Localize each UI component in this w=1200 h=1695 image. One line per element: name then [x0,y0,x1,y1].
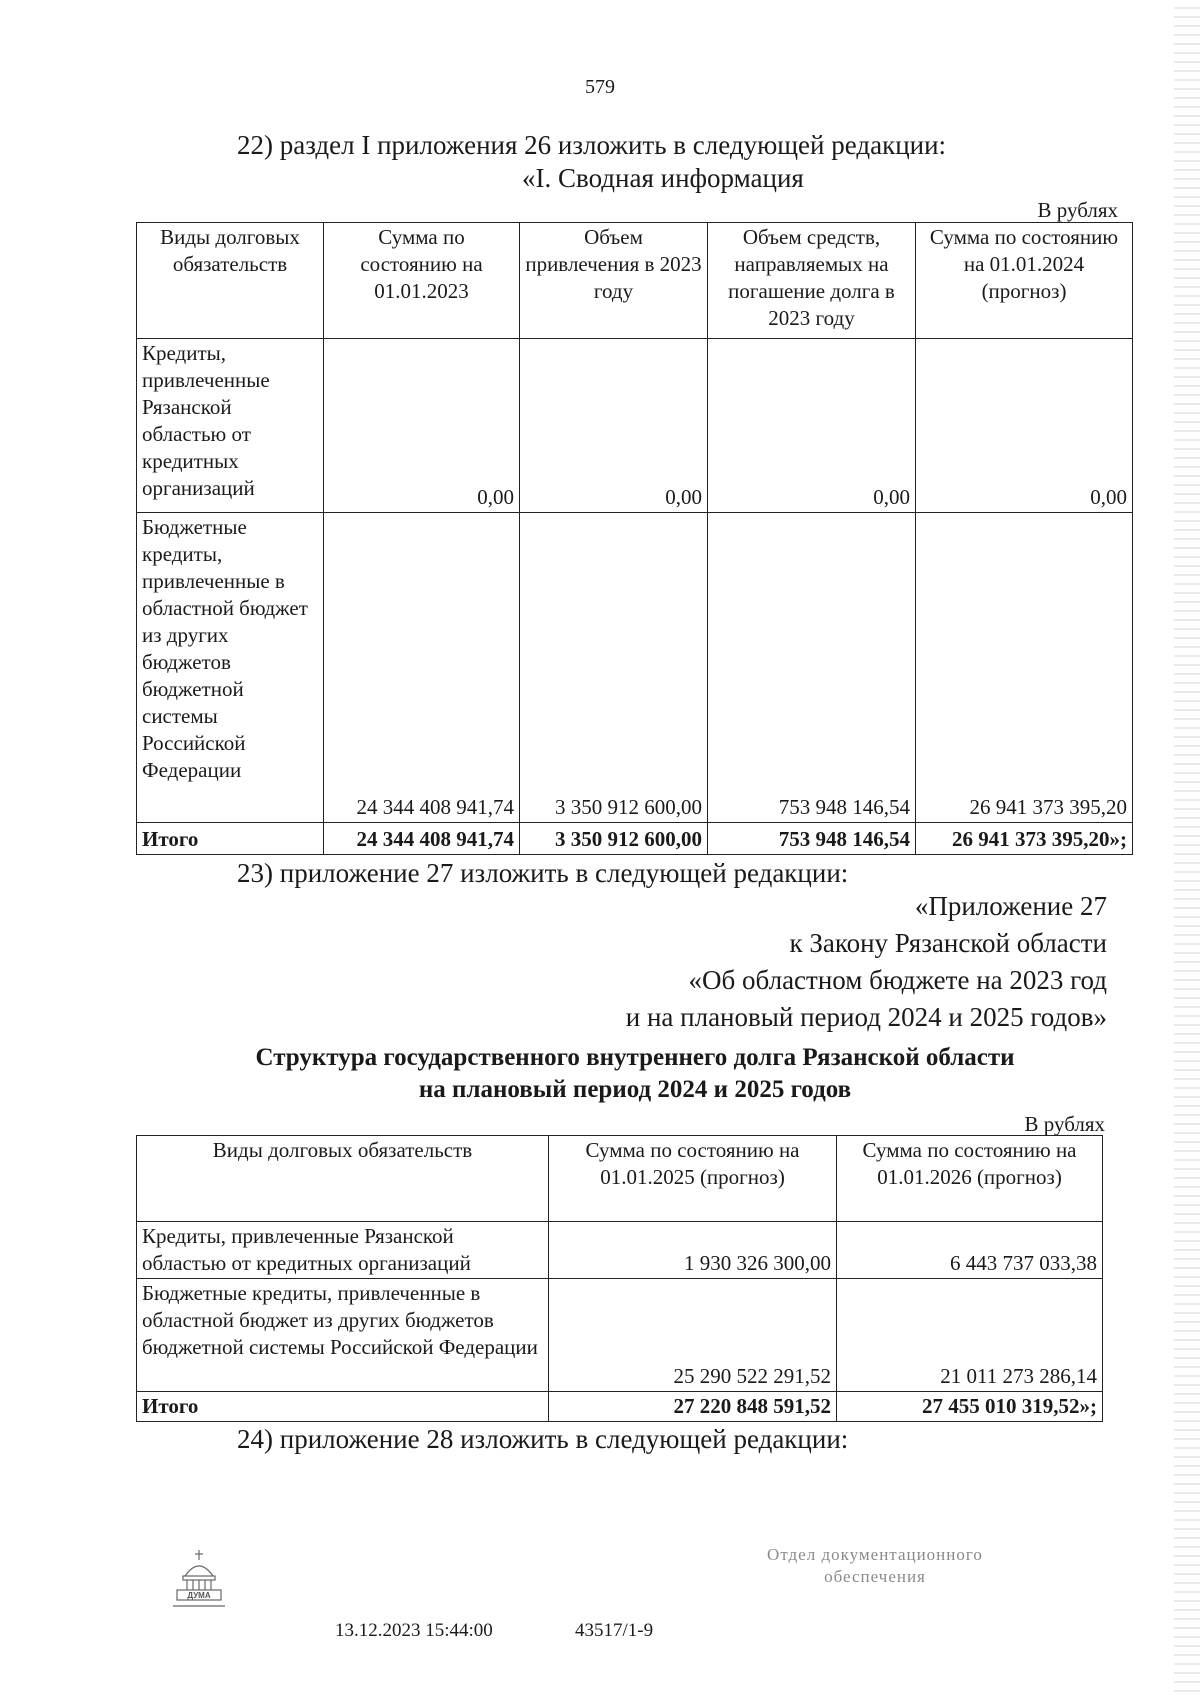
item-24-text: 24) приложение 28 изложить в следующей редакции: [237,1424,849,1454]
cell-value: 21 011 273 286,14 [837,1279,1103,1392]
cell-value: 0,00 [324,339,520,513]
row-name: Бюджетные кредиты, привлеченные в областной бюджет из других бюджетов бюджетной системы Российской Федерации [137,513,324,823]
item-23-text: 23) приложение 27 изложить в следующей редакции: [237,858,849,888]
logo-text: ДУМА [187,1591,211,1600]
cell-value: 6 443 737 033,38 [837,1222,1103,1279]
cell-value: 0,00 [520,339,708,513]
item-22-text: 22) раздел I приложения 26 изложить в следующей редакции: [237,130,947,160]
table-row [137,513,1133,823]
cell-value: 0,00 [916,339,1133,513]
header-debt-type: Виды долговых обязательств [137,1136,549,1222]
table-row [137,339,1133,513]
scan-edge [1174,0,1200,1695]
stamp-line: Отдел документационного [767,1545,983,1564]
cell-value: 26 941 373 395,20 [916,513,1133,823]
table-row [137,1222,1103,1279]
cell-value: 1 930 326 300,00 [549,1222,837,1279]
document-title [0,1042,1200,1106]
table-total-row [137,823,1133,855]
office-stamp [705,1544,1045,1588]
units-note-2: В рублях [1024,1112,1105,1136]
table-total-row [137,1392,1103,1422]
header-sum-2025: Сумма по состоянию на 01.01.2025 (прогноз) [549,1136,837,1222]
header-sum-2023: Сумма по состоянию на 01.01.2023 [324,223,520,339]
title-line: на плановый период 2024 и 2025 годов [418,1076,852,1103]
footer-datetime: 13.12.2023 15:44:00 [335,1620,493,1641]
title-line: Структура государственного внутреннего долга Рязанской области [255,1044,1015,1071]
table-header-row [137,223,1133,339]
cell-value: 3 350 912 600,00 [520,513,708,823]
section-title: «I. Сводная информация [522,163,804,193]
total-value: 24 344 408 941,74 [324,823,520,855]
appendix-line: к Закону Рязанской области [789,928,1107,958]
appendix-line: «Об областном бюджете на 2023 год [688,965,1107,995]
total-value: 753 948 146,54 [708,823,916,855]
row-name: Кредиты, привлеченные Рязанской областью от кредитных организаций [137,339,324,513]
total-label: Итого [137,1392,549,1422]
header-sum-2024: Сумма по состоянию на 01.01.2024 (прогноз) [916,223,1133,339]
total-value: 26 941 373 395,20»; [916,823,1133,855]
units-note-1: В рублях [1037,198,1118,222]
cell-value: 753 948 146,54 [708,513,916,823]
stamp-line: обеспечения [824,1567,926,1586]
cell-value: 24 344 408 941,74 [324,513,520,823]
header-raising-2023: Объем привлечения в 2023 году [520,223,708,339]
total-value: 27 220 848 591,52 [549,1392,837,1422]
header-repayment-2023: Объем средств, направляемых на погашение долга в 2023 году [708,223,916,339]
appendix-line: и на плановый период 2024 и 2025 годов» [625,1002,1107,1032]
cell-value: 25 290 522 291,52 [549,1279,837,1392]
total-value: 3 350 912 600,00 [520,823,708,855]
page-number: 579 [585,76,615,98]
header-debt-type: Виды долговых обязательств [137,223,324,339]
table-row [137,1279,1103,1392]
cell-value: 0,00 [708,339,916,513]
total-label: Итого [137,823,324,855]
row-name: Бюджетные кредиты, привлеченные в областной бюджет из других бюджетов бюджетной системы Российской Федерации [137,1279,549,1392]
debt-structure-table [136,1135,1103,1422]
total-value: 27 455 010 319,52»; [837,1392,1103,1422]
summary-table [136,222,1133,855]
footer-doc-number: 43517/1-9 [575,1620,654,1641]
duma-logo-icon [168,1548,230,1610]
row-name: Кредиты, привлеченные Рязанской областью от кредитных организаций [137,1222,549,1279]
header-sum-2026: Сумма по состоянию на 01.01.2026 (прогноз) [837,1136,1103,1222]
appendix-header [626,888,1107,1036]
table-header-row [137,1136,1103,1222]
appendix-line: «Приложение 27 [914,891,1107,921]
